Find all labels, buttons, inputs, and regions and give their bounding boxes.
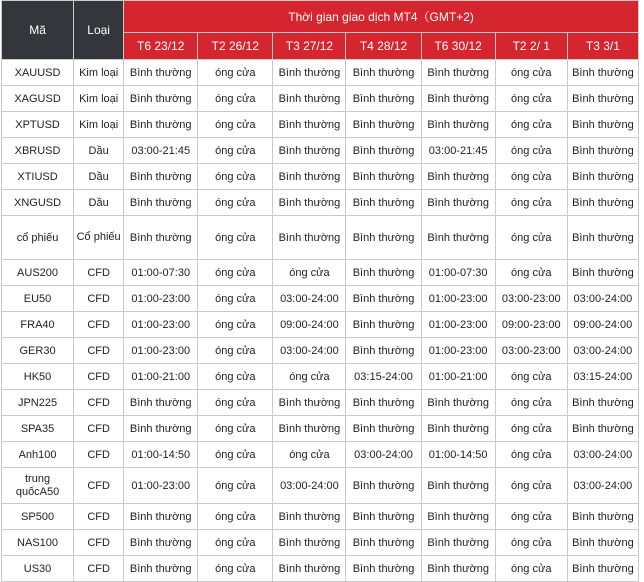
symbol-cell: XBRUSD: [2, 138, 74, 164]
hours-cell: Bình thường: [346, 260, 421, 286]
type-cell: CFD: [74, 286, 124, 312]
hours-cell: Bình thường: [124, 504, 198, 530]
hours-cell: 03:00-21:45: [421, 138, 495, 164]
hours-cell: 03:00-24:00: [567, 338, 638, 364]
hours-cell: Bình thường: [346, 86, 421, 112]
hours-cell: óng cửa: [495, 164, 567, 190]
hours-cell: Bình thường: [273, 556, 346, 582]
hours-cell: 01:00-23:00: [421, 312, 495, 338]
hours-cell: Bình thường: [421, 468, 495, 504]
type-cell: Dầu: [74, 190, 124, 216]
hours-cell: óng cửa: [198, 416, 273, 442]
hours-cell: 01:00-23:00: [124, 338, 198, 364]
hours-cell: Bình thường: [124, 390, 198, 416]
hours-cell: Bình thường: [346, 286, 421, 312]
hours-cell: 03:00-23:00: [495, 338, 567, 364]
hours-cell: Bình thường: [346, 556, 421, 582]
hours-cell: Bình thường: [124, 556, 198, 582]
hours-cell: Bình thường: [346, 190, 421, 216]
hours-cell: Bình thường: [273, 86, 346, 112]
hours-cell: 03:00-24:00: [567, 442, 638, 468]
hours-cell: óng cửa: [495, 416, 567, 442]
table-row: [2, 164, 639, 190]
table-row: [2, 86, 639, 112]
hours-cell: óng cửa: [495, 364, 567, 390]
hours-cell: Bình thường: [421, 216, 495, 260]
symbol-cell: XNGUSD: [2, 190, 74, 216]
hours-cell: óng cửa: [198, 530, 273, 556]
header-title: Thời gian giao dịch MT4（GMT+2): [124, 1, 639, 33]
hours-cell: Bình thường: [346, 112, 421, 138]
hours-cell: 03:00-24:00: [273, 286, 346, 312]
hours-cell: Bình thường: [124, 60, 198, 86]
hours-cell: óng cửa: [198, 442, 273, 468]
symbol-cell: trung quốcA50: [2, 468, 74, 504]
type-cell: CFD: [74, 468, 124, 504]
type-cell: CFD: [74, 504, 124, 530]
hours-cell: óng cửa: [495, 390, 567, 416]
hours-cell: óng cửa: [495, 112, 567, 138]
hours-cell: Bình thường: [346, 530, 421, 556]
hours-cell: Bình thường: [421, 190, 495, 216]
hours-cell: Bình thường: [273, 112, 346, 138]
hours-cell: Bình thường: [567, 530, 638, 556]
symbol-cell: US30: [2, 556, 74, 582]
type-cell: CFD: [74, 364, 124, 390]
hours-cell: 01:00-23:00: [421, 338, 495, 364]
hours-cell: Bình thường: [346, 468, 421, 504]
hours-cell: Bình thường: [421, 504, 495, 530]
symbol-cell: HK50: [2, 364, 74, 390]
type-cell: CFD: [74, 556, 124, 582]
type-cell: CFD: [74, 416, 124, 442]
hours-cell: 03:00-24:00: [273, 468, 346, 504]
hours-cell: Bình thường: [567, 164, 638, 190]
hours-cell: 01:00-23:00: [124, 468, 198, 504]
hours-cell: óng cửa: [198, 164, 273, 190]
hours-cell: Bình thường: [346, 138, 421, 164]
symbol-cell: NAS100: [2, 530, 74, 556]
hours-cell: Bình thường: [567, 504, 638, 530]
hours-cell: 03:00-23:00: [495, 286, 567, 312]
header-day: T3 27/12: [273, 32, 346, 59]
hours-cell: Bình thường: [346, 416, 421, 442]
hours-cell: Bình thường: [124, 530, 198, 556]
symbol-cell: XTIUSD: [2, 164, 74, 190]
hours-cell: 01:00-23:00: [124, 312, 198, 338]
hours-cell: óng cửa: [198, 216, 273, 260]
symbol-cell: SPA35: [2, 416, 74, 442]
table-row: [2, 556, 639, 582]
hours-cell: Bình thường: [124, 416, 198, 442]
hours-cell: Bình thường: [567, 416, 638, 442]
hours-cell: óng cửa: [495, 468, 567, 504]
hours-cell: Bình thường: [273, 216, 346, 260]
hours-cell: Bình thường: [273, 416, 346, 442]
hours-cell: Bình thường: [421, 86, 495, 112]
symbol-cell: cổ phiếu: [2, 216, 74, 260]
hours-cell: óng cửa: [198, 312, 273, 338]
hours-cell: óng cửa: [198, 504, 273, 530]
type-cell: Kim loại: [74, 60, 124, 86]
hours-cell: Bình thường: [346, 164, 421, 190]
table-row: [2, 138, 639, 164]
hours-cell: Bình thường: [567, 60, 638, 86]
type-cell: CFD: [74, 390, 124, 416]
hours-cell: óng cửa: [198, 390, 273, 416]
hours-cell: óng cửa: [495, 504, 567, 530]
hours-cell: 01:00-21:00: [421, 364, 495, 390]
type-cell: Kim loại: [74, 112, 124, 138]
hours-cell: Bình thường: [567, 138, 638, 164]
type-cell: Dầu: [74, 138, 124, 164]
hours-cell: óng cửa: [495, 216, 567, 260]
hours-cell: óng cửa: [198, 260, 273, 286]
hours-cell: óng cửa: [495, 556, 567, 582]
hours-cell: Bình thường: [346, 312, 421, 338]
header-day: T4 28/12: [346, 32, 421, 59]
symbol-cell: AUS200: [2, 260, 74, 286]
hours-cell: Bình thường: [421, 556, 495, 582]
header-day: T2 2/ 1: [495, 32, 567, 59]
hours-cell: 03:00-24:00: [567, 286, 638, 312]
hours-cell: óng cửa: [273, 364, 346, 390]
table-row: [2, 260, 639, 286]
hours-cell: 09:00-24:00: [273, 312, 346, 338]
hours-cell: Bình thường: [124, 112, 198, 138]
type-cell: Kim loại: [74, 86, 124, 112]
hours-cell: 01:00-07:30: [421, 260, 495, 286]
hours-cell: Bình thường: [273, 60, 346, 86]
hours-cell: óng cửa: [198, 286, 273, 312]
hours-cell: 03:15-24:00: [567, 364, 638, 390]
hours-cell: Bình thường: [273, 390, 346, 416]
table-row: [2, 416, 639, 442]
hours-cell: 03:00-24:00: [567, 468, 638, 504]
hours-cell: Bình thường: [567, 390, 638, 416]
hours-cell: óng cửa: [495, 190, 567, 216]
hours-cell: 03:15-24:00: [346, 364, 421, 390]
table-row: [2, 216, 639, 260]
symbol-cell: EU50: [2, 286, 74, 312]
symbol-cell: SP500: [2, 504, 74, 530]
hours-cell: óng cửa: [495, 260, 567, 286]
hours-cell: óng cửa: [495, 60, 567, 86]
header-day: T6 23/12: [124, 32, 198, 59]
hours-cell: Bình thường: [567, 190, 638, 216]
hours-cell: óng cửa: [495, 530, 567, 556]
type-cell: CFD: [74, 442, 124, 468]
header-type: Loại: [74, 1, 124, 60]
hours-cell: Bình thường: [567, 556, 638, 582]
hours-cell: óng cửa: [198, 138, 273, 164]
hours-cell: 03:00-24:00: [273, 338, 346, 364]
table-row: [2, 338, 639, 364]
table-row: [2, 60, 639, 86]
hours-cell: óng cửa: [198, 364, 273, 390]
hours-cell: Bình thường: [421, 164, 495, 190]
hours-cell: óng cửa: [198, 190, 273, 216]
table-row: [2, 504, 639, 530]
hours-cell: 01:00-21:00: [124, 364, 198, 390]
hours-cell: 01:00-23:00: [124, 286, 198, 312]
hours-cell: Bình thường: [273, 530, 346, 556]
hours-cell: óng cửa: [198, 112, 273, 138]
type-cell: Cổ phiếu: [74, 216, 124, 260]
table-row: [2, 286, 639, 312]
hours-cell: óng cửa: [198, 86, 273, 112]
hours-cell: Bình thường: [273, 504, 346, 530]
symbol-cell: Anh100: [2, 442, 74, 468]
table-row: [2, 390, 639, 416]
hours-cell: 01:00-14:50: [421, 442, 495, 468]
symbol-cell: GER30: [2, 338, 74, 364]
hours-cell: Bình thường: [567, 86, 638, 112]
hours-cell: Bình thường: [346, 504, 421, 530]
type-cell: CFD: [74, 338, 124, 364]
table-row: [2, 112, 639, 138]
table-header: [2, 1, 639, 60]
hours-cell: Bình thường: [124, 190, 198, 216]
type-cell: CFD: [74, 260, 124, 286]
hours-cell: óng cửa: [495, 442, 567, 468]
hours-cell: Bình thường: [421, 390, 495, 416]
table-row: [2, 442, 639, 468]
hours-cell: Bình thường: [124, 86, 198, 112]
hours-cell: Bình thường: [567, 260, 638, 286]
table-row: [2, 312, 639, 338]
symbol-cell: JPN225: [2, 390, 74, 416]
hours-cell: Bình thường: [421, 416, 495, 442]
hours-cell: Bình thường: [346, 390, 421, 416]
hours-cell: óng cửa: [495, 138, 567, 164]
type-cell: CFD: [74, 530, 124, 556]
table-row: [2, 364, 639, 390]
hours-cell: Bình thường: [567, 112, 638, 138]
hours-cell: óng cửa: [495, 86, 567, 112]
table-row: [2, 468, 639, 504]
symbol-cell: FRA40: [2, 312, 74, 338]
hours-cell: Bình thường: [273, 138, 346, 164]
type-cell: CFD: [74, 312, 124, 338]
hours-cell: 03:00-21:45: [124, 138, 198, 164]
trading-hours-table: [1, 0, 639, 582]
hours-cell: Bình thường: [567, 216, 638, 260]
hours-cell: Bình thường: [421, 112, 495, 138]
hours-cell: óng cửa: [198, 338, 273, 364]
header-day: T6 30/12: [421, 32, 495, 59]
symbol-cell: XAUUSD: [2, 60, 74, 86]
symbol-cell: XAGUSD: [2, 86, 74, 112]
hours-cell: 01:00-23:00: [421, 286, 495, 312]
hours-cell: Bình thường: [346, 216, 421, 260]
hours-cell: 09:00-24:00: [567, 312, 638, 338]
hours-cell: 01:00-07:30: [124, 260, 198, 286]
hours-cell: óng cửa: [198, 60, 273, 86]
hours-cell: Bình thường: [346, 338, 421, 364]
table-row: [2, 190, 639, 216]
hours-cell: Bình thường: [273, 190, 346, 216]
header-day: T2 26/12: [198, 32, 273, 59]
hours-cell: Bình thường: [346, 60, 421, 86]
hours-cell: 01:00-14:50: [124, 442, 198, 468]
header-symbol: Mã: [2, 1, 74, 60]
table-body: [2, 60, 639, 582]
hours-cell: Bình thường: [421, 60, 495, 86]
hours-cell: Bình thường: [421, 530, 495, 556]
hours-cell: Bình thường: [124, 216, 198, 260]
hours-cell: 03:00-24:00: [346, 442, 421, 468]
hours-cell: óng cửa: [198, 556, 273, 582]
header-day: T3 3/1: [567, 32, 638, 59]
hours-cell: óng cửa: [198, 468, 273, 504]
table-row: [2, 530, 639, 556]
hours-cell: óng cửa: [273, 442, 346, 468]
hours-cell: Bình thường: [273, 164, 346, 190]
hours-cell: 09:00-23:00: [495, 312, 567, 338]
type-cell: Dầu: [74, 164, 124, 190]
hours-cell: Bình thường: [124, 164, 198, 190]
hours-cell: óng cửa: [273, 260, 346, 286]
symbol-cell: XPTUSD: [2, 112, 74, 138]
